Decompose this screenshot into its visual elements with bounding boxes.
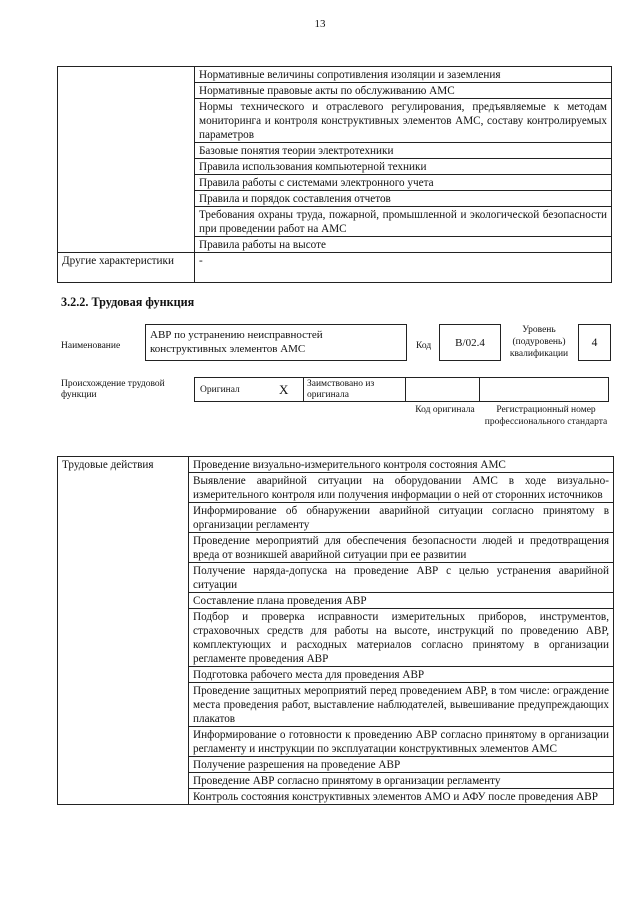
labor-actions-label: Трудовые действия (58, 457, 189, 805)
original-mark: X (279, 382, 289, 397)
borrowed-cell: Заимствовано из оригинала (303, 377, 406, 402)
level-label: Уровень (подуровень) квалификации (509, 325, 569, 359)
labor-action-item: Получение наряда-допуска на проведение АВР с целью устранения аварийной ситуации (189, 563, 614, 593)
origin-row (195, 377, 611, 402)
code-original-cell (405, 377, 480, 402)
labor-action-item: Контроль состояния конструктивных элементов АМО и АФУ после проведения АВР (189, 789, 614, 805)
section-heading: 3.2.2. Трудовая функция (61, 295, 195, 309)
labor-action-item: Подбор и проверка исправности измерительных приборов, инструментов, страховочных средств для работы на высоте, инструкций по проведению АВР, комплектующих и расходных материалов согласно принятому в организации регламенте проведения АВР (189, 609, 614, 667)
labor-action-item: Получение разрешения на проведение АВР (189, 757, 614, 773)
knowledge-item: Правила работы с системами электронного учета (195, 175, 612, 191)
knowledge-item: Нормативные величины сопротивления изоляции и заземления (195, 67, 612, 83)
labor-action-item: Проведение мероприятий для обеспечения безопасности людей и предотвращения вреда от возникшей аварийной ситуации при ее развитии (189, 533, 614, 563)
knowledge-item: Требования охраны труда, пожарной, промышленной и экологической безопасности при проведении работ на АМС (195, 207, 612, 237)
labor-actions-table (57, 456, 614, 805)
level-box: 4 (578, 324, 611, 361)
labor-action-item: Проведение визуально-измерительного контроля состояния АМС (189, 457, 614, 473)
labor-action-item: Информирование о готовности к проведению АВР согласно принятому в организации регламенту и инструкции по эксплуатации конструктивных элементов АМС (189, 727, 614, 757)
labor-action-item: Проведение защитных мероприятий перед проведением АВР, в том числе: ограждение места проведения работ, выставление наблюдателей, вывешивание предупреждающих плакатов (189, 683, 614, 727)
table-row (58, 253, 612, 283)
knowledge-item: Базовые понятия теории электротехники (195, 143, 612, 159)
other-characteristics-value: - (195, 253, 612, 283)
knowledge-item: Нормативные правовые акты по обслуживанию АМС (195, 83, 612, 99)
name-label: Наименование (61, 341, 121, 351)
knowledge-table (57, 66, 612, 283)
page-number: 13 (314, 18, 326, 30)
function-name-box: АВР по устранению неисправностей конструктивных элементов АМС (145, 324, 407, 361)
reg-number-label: Регистрационный номер профессионального стандарта (484, 405, 608, 427)
origin-label: Происхождение трудовой функции (61, 379, 165, 400)
knowledge-item: Правила работы на высоте (195, 237, 612, 253)
code-label: Код (416, 341, 432, 351)
original-cell (194, 377, 304, 402)
reg-number-cell (479, 377, 609, 402)
row-label-empty (58, 67, 195, 253)
code-original-label: Код оригинала (415, 405, 475, 415)
other-characteristics-label: Другие характеристики (58, 253, 195, 283)
knowledge-item: Правила использования компьютерной техники (195, 159, 612, 175)
labor-action-item: Информирование об обнаружении аварийной ситуации согласно принятому в организации регламенту (189, 503, 614, 533)
code-box: B/02.4 (439, 324, 501, 361)
knowledge-item: Нормы технического и отраслевого регулирования, предъявляемые к методам мониторинга и контроля конструктивных элементов АМС, составу контролируемых параметров (195, 99, 612, 143)
knowledge-item: Правила и порядок составления отчетов (195, 191, 612, 207)
labor-action-item: Выявление аварийной ситуации на оборудовании АМС в ходе визуально-измерительного контроля или получения информации о ней от сторонних источников (189, 473, 614, 503)
labor-action-item: Подготовка рабочего места для проведения АВР (189, 667, 614, 683)
table-row (58, 67, 612, 83)
labor-action-item: Проведение АВР согласно принятому в организации регламенту (189, 773, 614, 789)
original-label: Оригинал (200, 385, 240, 395)
table-row (58, 457, 614, 473)
labor-action-item: Составление плана проведения АВР (189, 593, 614, 609)
